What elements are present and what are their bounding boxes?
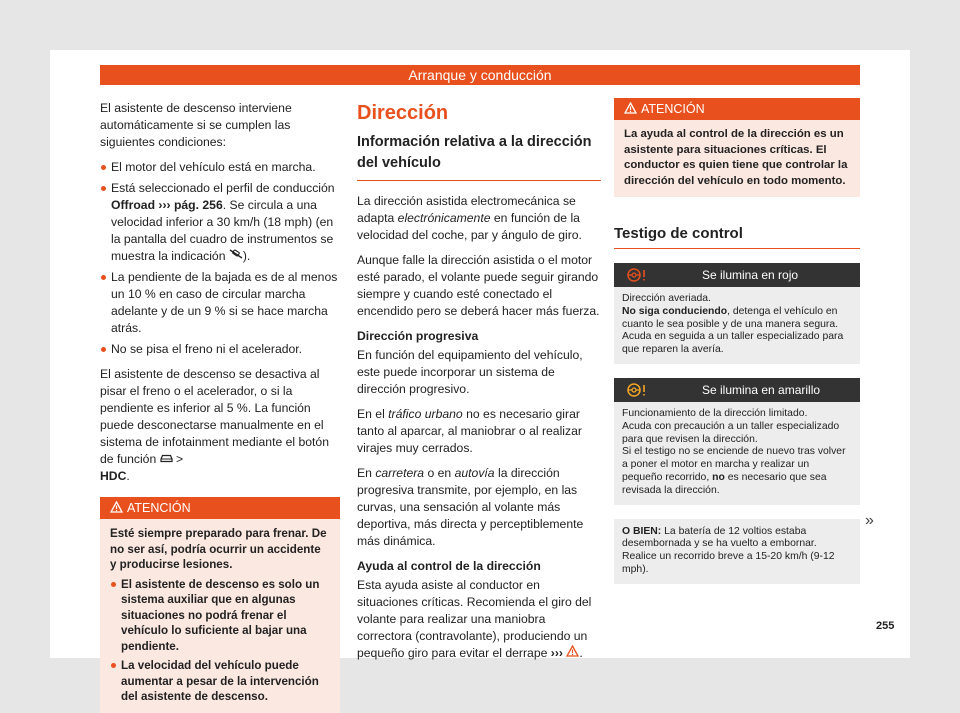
indicator-bold: no [712,471,725,483]
warning-box [100,497,340,713]
indicator-text [622,306,852,332]
emphasis: carretera [375,466,425,480]
list-item [100,180,340,265]
section-title: Testigo de control [614,225,860,249]
list-item-text: . Se circula a una velocidad inferior a 30 km/h (18 mph) (en la pantalla del cuadro de instrumentos se muestra la indicación [111,198,334,263]
paragraph [357,465,601,550]
indicator-red-body [614,287,860,364]
obien-text: Realice un recorrido breve a 15-20 km/h (9-12 mph). [622,551,835,575]
list-item: La pendiente de la bajada es de al menos un 10 % en caso de circular marcha adelante y de un 9 % si se hace marcha atrás. [100,269,340,337]
indicator-text: Dirección averiada. [622,293,711,304]
warning-body: La ayuda al control de la dirección es un asistente para situaciones críticas. El conductor es quien tiene que controlar la dirección del vehículo en todo momento. [624,128,848,187]
list-item-text: ). [242,249,251,263]
warning-header [100,497,340,519]
section-title: Dirección [357,102,449,124]
intro-text: El asistente de descenso interviene automáticamente si se cumplen las siguientes condiciones: [100,101,292,149]
indicator-title: Se ilumina en amarillo [702,382,821,397]
heading-ayuda: Ayuda al control de la dirección [357,559,541,573]
list-item-text: Está seleccionado el perfil de conducción [111,181,335,195]
paragraph [357,406,601,457]
paragraph-text: . [126,469,130,483]
warning-triangle-icon [110,498,123,520]
warning-box [614,98,860,197]
warning-title: ATENCIÓN [641,102,705,116]
indicator-title: Se ilumina en rojo [702,268,799,282]
indicator-bold: No siga conduciendo [622,305,728,317]
heading-progresiva: Dirección progresiva [357,329,479,343]
continue-chevron-icon: » [865,512,874,529]
subsection-title: Información relativa a la dirección del vehículo [357,132,601,181]
paragraph-text: no es necesario girar tanto al aparcar, al maniobrar o al realizar virajes muy cerrados. [357,407,582,455]
paragraph-text: o en [427,466,452,480]
warning-item: El asistente de descenso es solo un sistema auxiliar que en algunas situaciones no podrá frenar el vehículo lo suficiente al bajar una pendiente. [110,577,330,655]
emphasis: autovía [454,466,495,480]
column-3 [614,98,860,584]
indicator-red-header [614,263,860,287]
list-item: El motor del vehículo está en marcha. [100,159,340,176]
indicator-amber-body [614,402,860,505]
warning-body [100,519,340,713]
indicator-text-rest: , detenga el vehículo en cuanto le sea posible y de una manera segura. [622,305,839,330]
chapter-header: Arranque y conducción [100,65,860,85]
car-icon [160,452,173,466]
indicator-text-b: es necesario que sea revisada la dirección. [622,471,827,496]
paragraph-text: en función de la velocidad del coche, par y ángulo de giro. [357,211,582,242]
warning-title: ATENCIÓN [127,501,191,515]
hill-descent-icon [229,249,243,263]
warning-triangle-icon [624,99,637,121]
warning-item: La velocidad del vehículo puede aumentar a pesar de la intervención del asistente de descenso. [110,658,330,705]
indicator-text-a: Si el testigo no se enciende de nuevo tras volver a poner el motor en marcha y realizar un pequeño recorrido, [622,446,846,483]
menu-separator: > [176,452,184,466]
indicator-text: Acuda con precaución a un taller especializado para que revisen la dirección. [622,420,840,445]
emphasis: electrónicamente [397,211,491,225]
steering-warning-amber-icon [626,382,648,406]
steering-warning-red-icon [626,267,648,291]
warning-reference-link[interactable]: ››› [550,646,563,660]
paragraph [100,366,340,485]
paragraph: Esta ayuda asiste al conductor en situaciones críticas. Recomienda el giro del volante para realizar una maniobra correctora (contravolante), produciendo un pequeño giro para evitar el derrape ››› . [357,578,592,660]
emphasis: tráfico urbano [388,407,463,421]
indicator-text: Acuda en seguida a un taller especializado para que reparen la avería. [622,331,844,356]
hdc-menu-label: HDC [100,469,127,483]
paragraph-text: Esta ayuda asiste al conductor en situaciones críticas. Recomienda el giro del volante para realizar una maniobra correctora (contravolante), produciendo un pequeño giro para evitar el derrape [357,578,592,660]
indicator-amber-header [614,378,860,402]
obien-label: O BIEN: [622,525,662,537]
paragraph-text: La dirección asistida electromecánica se adapta [357,194,576,225]
obien-text: La batería de 12 voltios estaba desembornada y se ha vuelto a embornar. [622,525,817,550]
paragraph-text: la dirección progresiva transmite, por ejemplo, en las curvas, una sensación al volante más deportiva, más directa y perceptiblemente más dinámica. [357,466,584,548]
column-1 [100,100,340,713]
column-2 [357,100,601,670]
paragraph [357,193,601,244]
paragraph-text: En [357,466,372,480]
page-number: 255 [876,620,895,632]
warning-lead: Esté siempre preparado para frenar. De no ser así, podría ocurrir un accidente y producirse lesiones. [110,527,327,571]
page-reference-link[interactable]: Offroad ››› pág. 256 [111,198,223,212]
indicator-text: Funcionamiento de la dirección limitado. [622,407,808,419]
paragraph: Aunque falle la dirección asistida o el motor esté parado, el volante puede seguir girando siempre y cuando esté conectado el encendido pero se deberá hacer más fuerza. [357,253,600,318]
warning-triangle-icon [566,646,579,660]
paragraph-text: El asistente de descenso se desactiva al pisar el freno o el acelerador, o si la pendiente es inferior al 5 %. La función puede desconectarse manualmente en el sistema de infotainment mediante el botón de función [100,367,329,466]
paragraph: En función del equipamiento del vehículo, este puede incorporar un sistema de dirección progresivo. [357,348,583,396]
paragraph-text: En el [357,407,385,421]
warning-header [614,98,860,120]
indicator-text [622,446,852,497]
list-item: No se pisa el freno ni el acelerador. [100,341,340,358]
alternative-cause-box [614,519,860,584]
